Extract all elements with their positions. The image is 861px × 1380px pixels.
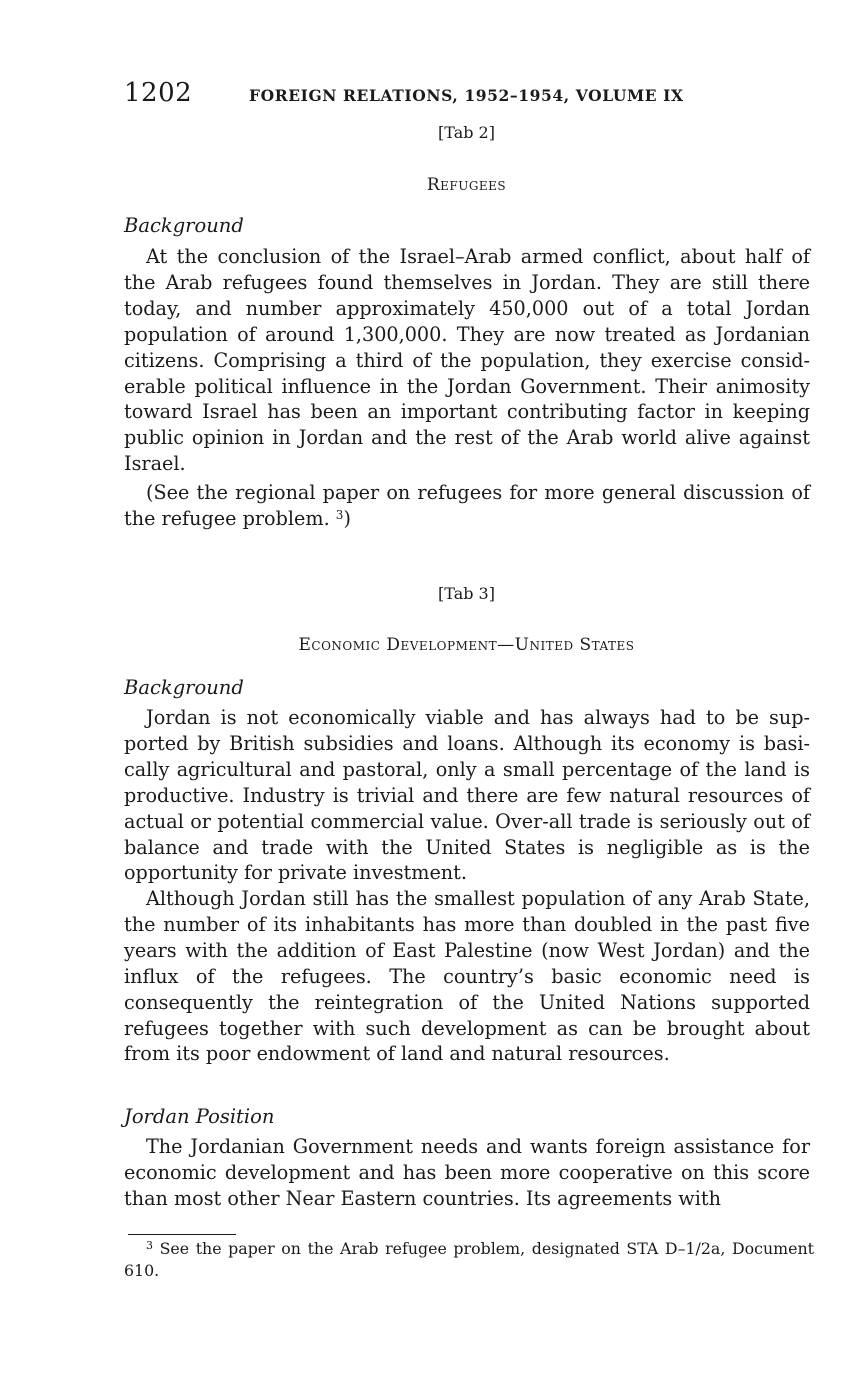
tab-3-label: [Tab 3] (438, 584, 495, 603)
economic-paragraph-1: Jordan is not economically viable and has always had to be supported by British subsidies and loans. Although its economy is basically agricultural and pastoral, only a small percentage of the land is productive. Industry is trivial and there are few natural resources of actual or potential commercial value. Over-all trade is seriously out of balance and trade with the United States is negligible as is the opportunity for private investment. (124, 706, 810, 885)
refugees-paragraph-2 (124, 480, 810, 532)
page-number: 1202 (124, 78, 193, 108)
jordan-position-paragraph-1: The Jordanian Government needs and wants foreign assistance for economic development and has been more cooperative on this score than most other Near Eastern countries. Its agreements with (124, 1135, 810, 1210)
footnote (124, 1238, 814, 1282)
refugees-paragraph-1: At the conclusion of the Israel–Arab armed conflict, about half of the Arab refugees found themselves in Jordan. They are still there today, and number approximately 450,000 out of a total Jordan population of around 1,300,000. They are now treated as Jordanian citizens. Comprising a third of the population, they exercise considerable political influence in the Jordan Government. Their animosity toward Israel has been an important contributing factor in keeping public opinion in Jordan and the rest of the Arab world alive against Israel. (124, 245, 810, 476)
jordan-position-heading: Jordan Position (124, 1105, 275, 1128)
page-header (124, 78, 814, 110)
tab-2-label: [Tab 2] (438, 123, 495, 142)
footnote-divider (128, 1234, 236, 1235)
refugees-paragraph-2-text: (See the regional paper on refugees for more general discussion of the refugee problem. (124, 481, 810, 530)
footnote-text: See the paper on the Arab refugee problem, designated STA D–1/2a, Document 610. (124, 1239, 814, 1280)
economic-paragraph-2: Although Jordan still has the smallest population of any Arab State, the number of its inhabitants has more than doubled in the past five years with the addition of East Palestine (now West Jordan) and the influx of the refugees. The country’s basic economic need is consequently the reintegration of the United Nations supported refugees together with such development as can be brought about from its poor endowment of land and natural resources. (124, 887, 810, 1066)
paragraph-close-paren: ) (343, 506, 351, 530)
background-heading-refugees: Background (124, 214, 244, 237)
section-title-economic-development: Economic Development—United States (298, 635, 635, 655)
footnote-marker: 3 (146, 1239, 153, 1252)
section-title-refugees: Refugees (426, 175, 507, 195)
background-heading-economic: Background (124, 676, 244, 699)
running-head: FOREIGN RELATIONS, 1952–1954, VOLUME IX (249, 86, 684, 105)
footnote-reference[interactable]: 3 (335, 507, 344, 522)
